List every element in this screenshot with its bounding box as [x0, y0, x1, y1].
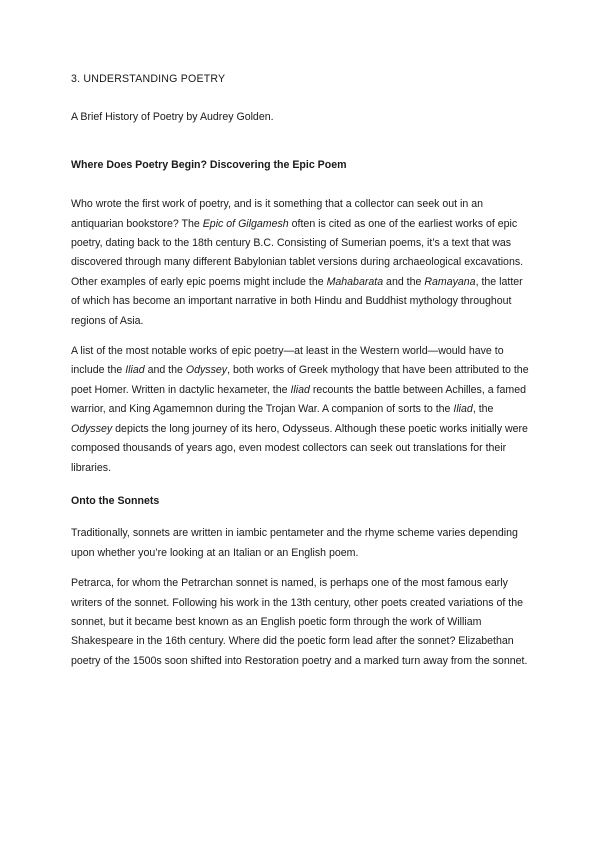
document-page: [71, 70, 533, 671]
title-epic-of-gilgamesh: Epic of Gilgamesh: [202, 217, 289, 230]
title-ramayana: Ramayana: [424, 275, 476, 288]
title-odyssey: Odyssey: [71, 422, 113, 435]
title-iliad: Iliad: [290, 383, 310, 396]
document-subtitle: A Brief History of Poetry by Audrey Golden.: [71, 111, 274, 124]
paragraph-homer-epics: A list of the most notable works of epic poetry—at least in the Western world—would have to include the Iliad and the Odyssey, both works of Greek mythology that have been attributed to the poet Homer. Written in dactylic hexameter, the Iliad recounts the battle between Achilles, a famed warrior, and King Agamemnon during the Trojan War. A companion of sorts to the Iliad, the Odyssey depicts the long journey of its hero, Odysseus. Although these poetic works initially were composed thousands of years ago, even modest collectors can seek out translations for their libraries.: [71, 345, 529, 474]
section-title-sonnets: Onto the Sonnets: [71, 494, 160, 507]
paragraph-epic-origins: Who wrote the first work of poetry, and is it something that a collector can seek out in an antiquarian bookstore? The Epic of Gilgamesh often is cited as one of the earliest works of epic poetry, dating back to the 18th century B.C. Consisting of Sumerian poems, it’s a text that was discovered through many different Babylonian tablet versions during archaeological excavations. Other examples of early epic poems might include the Mahabarata and the Ramayana, the latter of which has become an important narrative in both Hindu and Buddhist mythology throughout regions of Asia.: [71, 198, 524, 327]
title-iliad: Iliad: [125, 364, 145, 377]
paragraph-sonnet-definition: Traditionally, sonnets are written in iambic pentameter and the rhyme scheme varies depending upon whether you’re looking at an Italian or an English poem.: [71, 527, 518, 559]
title-odyssey: Odyssey: [185, 364, 228, 377]
chapter-heading: 3. UNDERSTANDING POETRY: [71, 73, 226, 85]
title-iliad: Iliad: [453, 403, 473, 416]
title-mahabarata: Mahabarata: [326, 275, 384, 288]
paragraph-sonnet-history: Petrarca, for whom the Petrarchan sonnet is named, is perhaps one of the most famous early writers of the sonnet. Following his work in the 13th century, other poets created variations of the sonnet, but it became best known as an English poetic form through the work of William Shakespeare in the 16th century. Where did the poetic form lead after the sonnet? Elizabethan poetry of the 1500s soon shifted into Restoration poetry and a marked turn away from the sonnet.: [71, 577, 528, 667]
section-title-epic-poem: Where Does Poetry Begin? Discovering the Epic Poem: [71, 158, 347, 171]
